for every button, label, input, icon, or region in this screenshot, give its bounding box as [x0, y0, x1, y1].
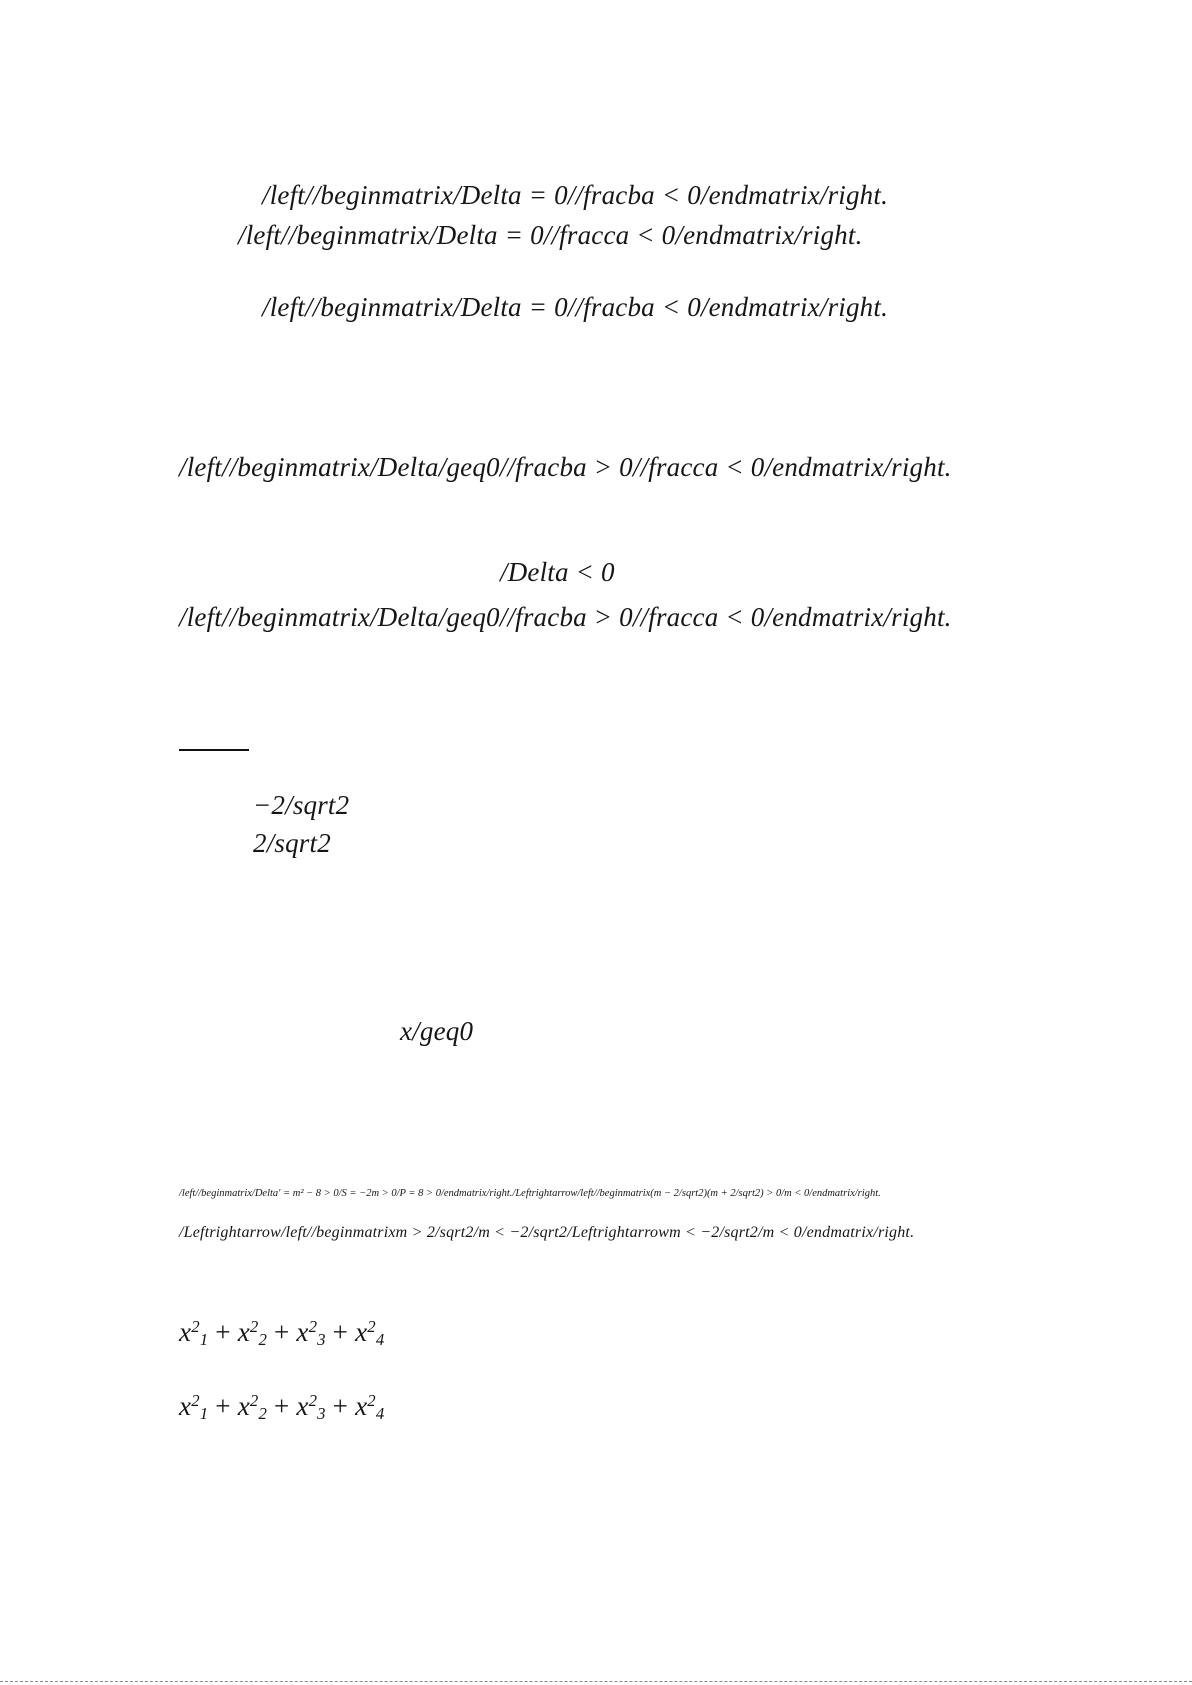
sum-of-squares-1: $x^2_1 + x^2_2 + x^2_3 + x^2_4$: [179, 1316, 385, 1350]
equation-line-3: /left//beginmatrix/Delta = 0//fracba < 0/endmatrix/right.: [262, 292, 889, 322]
equation-line-7: /left//beginmatrix/Delta' = m² − 8 > 0/S = −2m > 0/P = 8 > 0/endmatrix/right./Leftrightarrow/left//beginmatrix(m − 2/sqrt2)(m + 2/sqrt2) > 0/m < 0/endmatrix/right.: [179, 1188, 881, 1199]
equation-line-8: /Leftrightarrow/left//beginmatrixm > 2/sqrt2/m < −2/sqrt2/Leftrightarrowm < −2/sqrt2/m < 0/endmatrix/right.: [179, 1224, 915, 1241]
page-bottom-divider: [0, 1681, 1192, 1682]
equation-line-1: /left//beginmatrix/Delta = 0//fracba < 0/endmatrix/right.: [262, 180, 889, 210]
section-underline: [179, 749, 249, 751]
root-negative: −2/sqrt2: [253, 790, 350, 820]
root-positive: 2/sqrt2: [253, 828, 331, 858]
equation-line-2: /left//beginmatrix/Delta = 0//fracca < 0/endmatrix/right.: [238, 220, 863, 250]
sum-of-squares-2: $x^2_1 + x^2_2 + x^2_3 + x^2_4$: [179, 1390, 385, 1424]
equation-line-4: /left//beginmatrix/Delta/geq0//fracba > 0//fracca < 0/endmatrix/right.: [179, 452, 952, 482]
equation-line-5: /Delta < 0: [500, 557, 615, 587]
equation-line-6: /left//beginmatrix/Delta/geq0//fracba > 0//fracca < 0/endmatrix/right.: [179, 602, 952, 632]
condition-x: x/geq0: [400, 1016, 474, 1046]
